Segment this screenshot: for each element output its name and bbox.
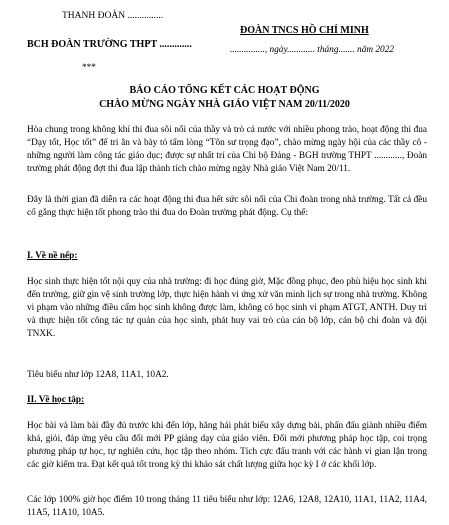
report-title-line1: BÁO CÁO TỔNG KẾT CÁC HOẠT ĐỘNG	[129, 85, 320, 96]
section-2-result: Các lớp 100% giờ học điểm 10 trong tháng 11 tiêu biểu như lớp: 12A6, 12A8, 12A10, 11A1, 11A2, 11A4, 11A5, 11A10, 10A5.	[27, 495, 427, 518]
date-line: ..............., ngày............ tháng....... năm 2022	[230, 45, 394, 55]
section-2-heading: II. Về học tập:	[27, 395, 85, 405]
section-1-highlight: Tiêu biểu như lớp 12A8, 11A1, 10A2.	[27, 370, 169, 380]
organization-name: ĐOÀN TNCS HỒ CHÍ MINH	[240, 25, 369, 36]
section-2-paragraph: Học bài và làm bài đầy đủ trước khi đến lớp, hăng hái phát biểu xây dựng bài, phấn đấu giành nhiều điểm khá, giỏi, đáp ứng yêu cầu đổi mới PP giảng dạy của giáo viên. Đổi mới phương pháp học tập, coi trọng phương pháp tự học, tự nghiên cứu, học tập theo nhóm. Tích cực đấu tranh với các hành vi gian lận trong các giờ kiểm tra. Đạt kết quả tốt trong kỳ thi khảo sát chất lượng giữa học kỳ I ở các khối lớp.	[27, 421, 427, 470]
school-union-name: BCH ĐOÀN TRƯỜNG THPT .............	[27, 39, 192, 50]
section-1-heading: I. Về nề nếp:	[27, 251, 78, 261]
section-1-paragraph: Học sinh thực hiện tốt nội quy của nhà trường: đi học đúng giờ, Mặc đồng phục, đeo phù hiệu học sinh khi đến trường, giữ gìn vệ sinh trường lớp, thực hiện hành vi ứng xử văn minh lịch sự trong nhà trường. Không vi phạm vào những điều cấm học sinh không được làm, không có học sinh vi phạm ATGT, ANTH. Duy trì và thực hiện tốt công tác tự quản của học sinh, phát huy vai trò của cán bộ lớp, cán bộ chi đoàn và đội TNXK.	[27, 277, 427, 339]
report-title-line2: CHÀO MỪNG NGÀY NHÀ GIÁO VIỆT NAM 20/11/2020	[99, 99, 350, 110]
intro-paragraph: Hòa chung trong không khí thi đua sôi nổi của thầy và trò cả nước với nhiều phong trào, hoạt động thi đua “Dạy tốt, Học tốt” để tri ân và bày tỏ tấm lòng “Tôn sư trọng đạo”, chào mừng ngày hội của các thầy cô - những người làm công tác giáo dục; được sự nhất trí của Chi bộ Đảng - BGH trường THPT ............, Đoàn trường phát động đợt thi đua lập thành tích chào mừng ngày Nhà giáo Việt Nam 20/11.	[27, 125, 427, 174]
agency-name: THANH ĐOÀN ...............	[62, 11, 164, 21]
overview-paragraph: Đây là thời gian đã diễn ra các hoạt động thi đua hết sức sôi nổi của Chi đoàn trong nhà trường. Tất cả đều cố gắng thực hiện tốt phong trào thi đua do Đoàn trường phát động. Cụ thể:	[27, 195, 427, 218]
header-stars: ***	[82, 63, 96, 73]
